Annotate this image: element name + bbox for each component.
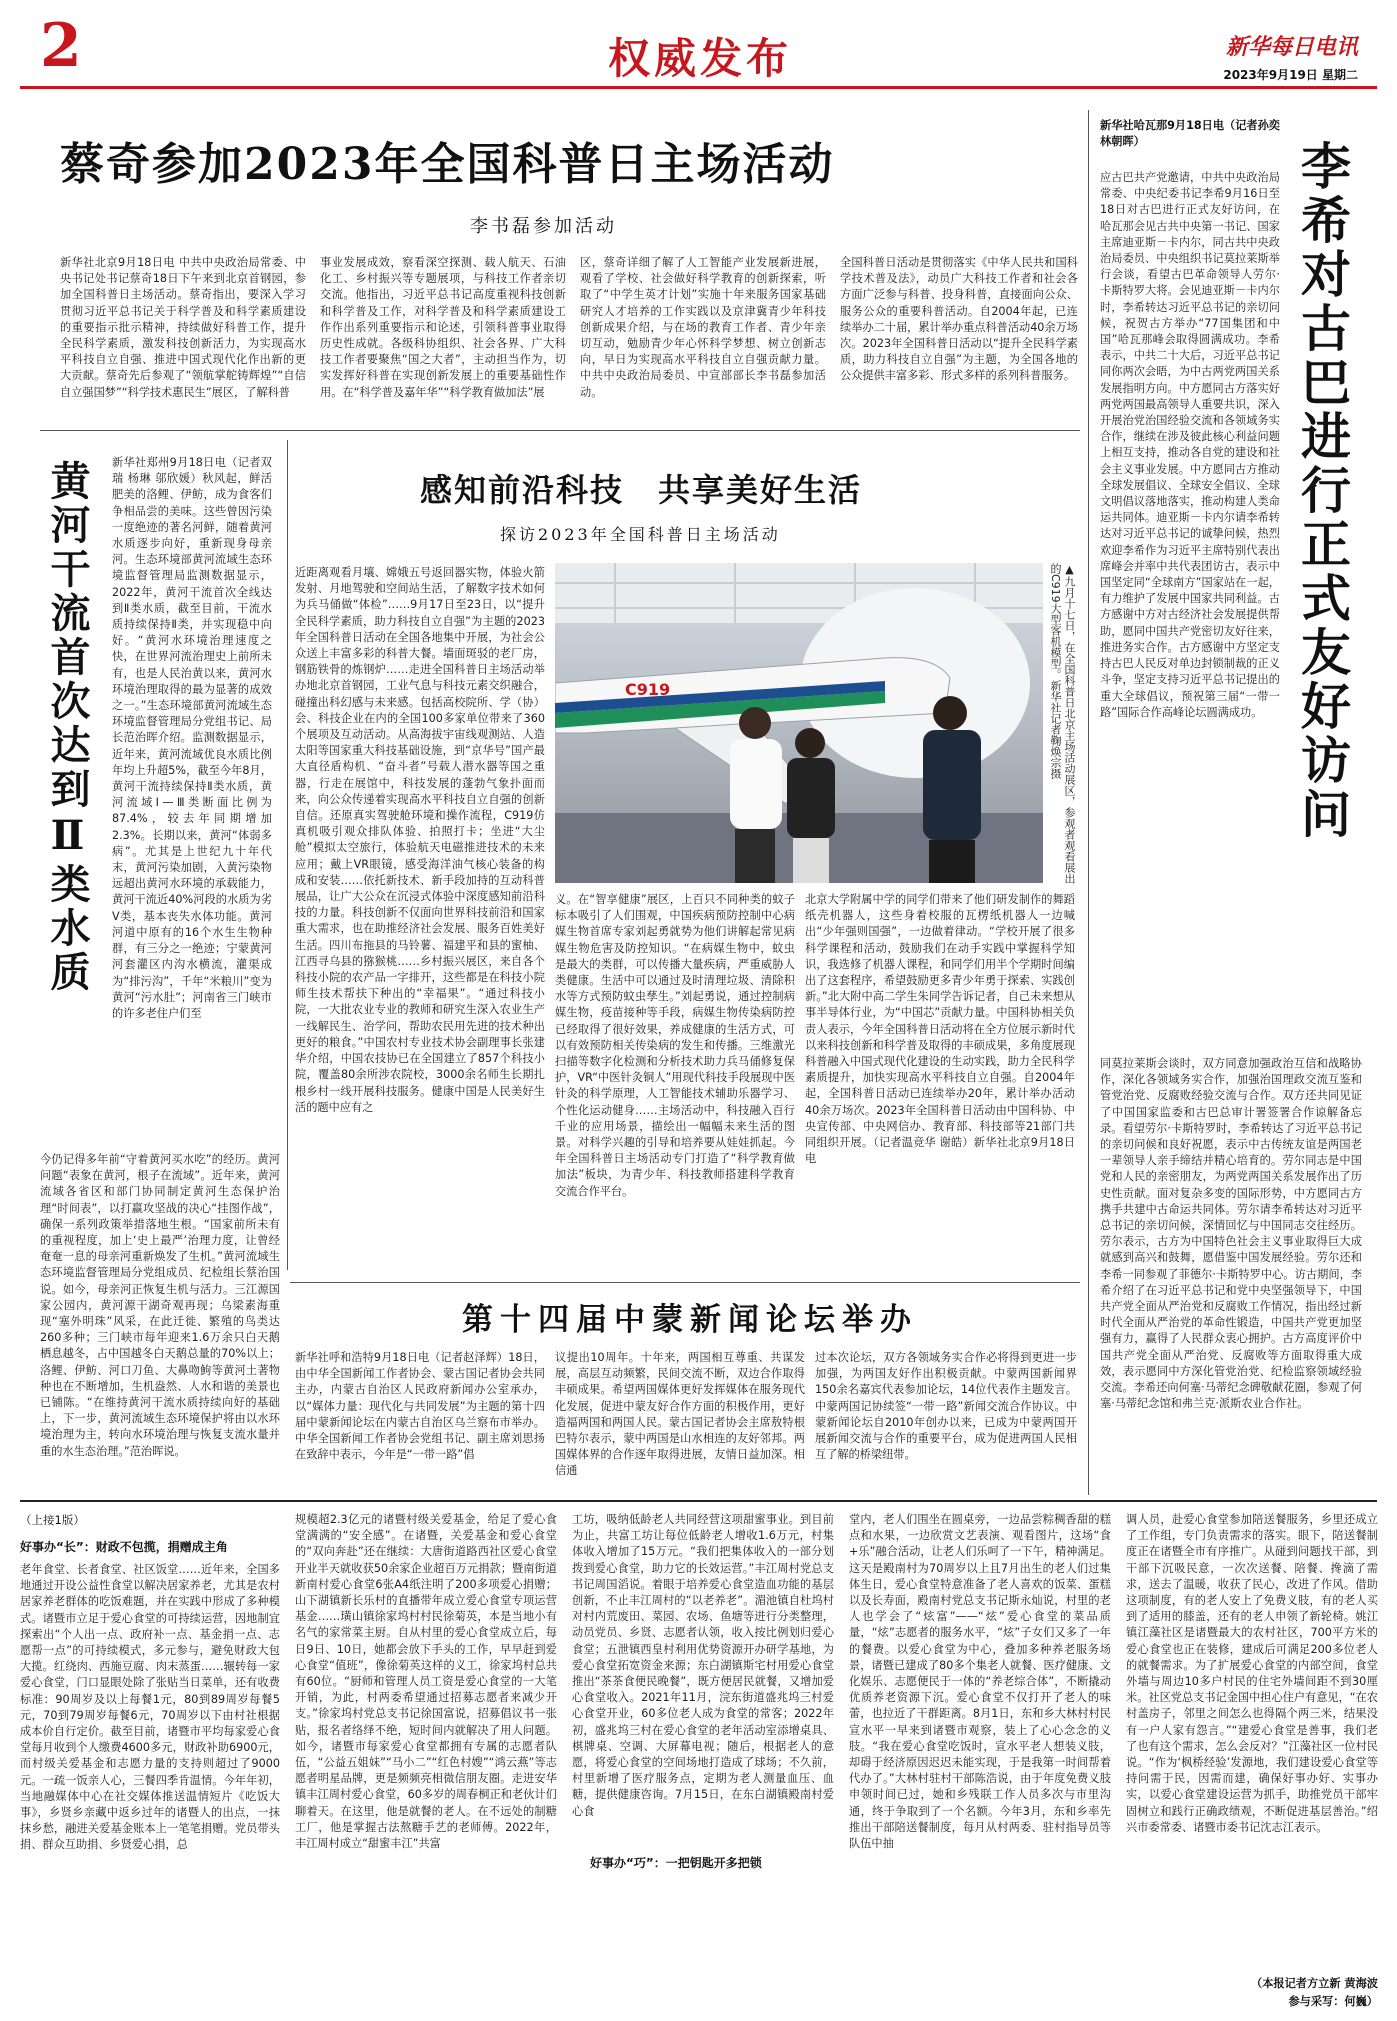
science-body-col-1: 近距离观看月壤、嫦娥五号返回器实物，体验火箭发射、月地驾驶和空间站生活，了解数字技术如何为兵马俑做“体检”……9月17日至23日，以“提升全民科学素质，助力科技自立自强”为主题的2023年全国科普日活动在全国各地集中开展，为社会公众送上丰富多彩的科普大餐。墙面斑驳的老厂房，钢筋铁骨的炼钢炉……走进全国科普日主场活动举办地北京首钢园，工业气息与科技元素交织融合，碰撞出科幻感与未来感。包括高校院所、学（协）会、科技企业在内的全国100多家单位带来了360个展项及互动活动。从高海拔宇宙线观测站、人造太阳等国家重大科技基础设施，到“京华号”国产最大直径盾构机、“奋斗者”号载人潜水器等国之重器，行走在展馆中，科技发展的蓬勃气象扑面而来，向公众传递着实现高水平科技自立自强的创新自信。还原真实驾驶舱环境和操作流程，C919仿真机吸引观众排队体验、拍照打卡；坐进“大尘舱”模拟太空旅行，体验航天电磁推进技术的未来应用；戴上VR眼镜，感受海洋油气核心装备的构成和安装……依托新技术、新手段加持的互动科普展品，让广大公众在沉浸式体验中深度感知前沿科技的力量。科技创新不仅面向世界科技前沿和国家重大需求，也在助推经济社会发展、服务百姓美好生活。四川布拖县的马铃薯、福建平和县的蜜柚、江西寻乌县的猕猴桃……乡村振兴展区，来自各个科技小院的农产品一字排开，这些都是在科技小院师生技术帮扶下种出的“幸福果”。“通过科技小院，一大批农业专业的教师和研究生深入农业生产一线解民生、治学问，帮助农民用先进的技术种出更好的粮食。”中国农村专业技术协会副理事长张建华介绍，中国农技协已在全国建立了857个科技小院，覆盖80余所涉农院校，3000余名师生长期扎根乡村一线开展科技服务。健康中国是人民美好生活的题中应有之 <box>295 566 545 1114</box>
section-title: 权威发布 <box>607 34 792 83</box>
header-rule <box>20 86 1377 89</box>
continued-col-2: 规模超2.3亿元的诸暨村级关爱基金，给足了爱心食堂满满的“安全感”。在诸暨，关爱基金和爱心食堂的“双向奔赴”还在继续：大唐街道路西社区爱心食堂开业半天就收获50余家企业超百万元捐款；暨南街道新南村爱心食堂6张A4纸注明了200多项爱心捐赠；山下湖镇新长乐村的直播带年成立爱心食堂专项运营基金……璜山镇徐家坞村村民徐菊英，本是当地小有名气的家常菜主厨。自从村里的爱心食堂成立后，每日9日、10日，她都会放下手头的工作，早早赶到爱心食堂“值班”，像徐菊英这样的义工，徐家坞村总共有60位。“厨师和管理人员工资是爱心食堂的一大笔开销，为此，村两委希望通过招募志愿者来减少开支。”徐家坞村党总支书记徐国富说，招募倡议书一张贴，报名者络绎不绝，短时间内就解决了用人问题。如今，诸暨市每家爱心食堂都拥有专属的志愿者队伍，“公益五姐妹”“马小二”“红色村嫂”“鸿云燕”等志愿者明星品牌，更是频频亮相微信朋友圈。走进安华镇丰江周村爱心食堂，60多岁的周春桐正和老伙计们聊着天。在这里，他是就餐的老人。在不远处的制糖工厂，他是掌握古法熬糖手艺的老师傅。2022年，丰江周村成立“甜蜜丰江”共富 <box>295 1513 557 1851</box>
photo-caption: ▲九月十七日，在全国科普日北京主场活动展区，参观者观看展出的C919大型客机模型。新华社记者鞠焕宗摄 <box>1049 563 1076 884</box>
c919-exhibit-photo <box>555 563 1043 883</box>
issue-date: 2023年9月19日 星期二 <box>1223 68 1358 82</box>
li-xi-body-col-2: 同莫拉莱斯会谈时，双方同意加强政治互信和战略协作，深化各领域务实合作，加强治国理政交流互鉴和管党治党、反腐败经验交流与合作。双方还共同见证了中国国家监委和古巴总审计署签署合作谅解备忘录。看望劳尔·卡斯特罗时，李希转达了习近平总书记的亲切问候和良好祝愿，表示中古传统友谊是两国老一辈领导人亲手缔结并精心培育的。劳尔同志是中国党和人民的亲密朋友，为两党两国关系发展作出了历史性贡献。面对复杂多变的国际形势，中方愿同古方携手共建中古命运共同体。劳尔请李希转达对习近平总书记的亲切问候，深情回忆与中国同志交往经历。劳尔表示，古方为中国特色社会主义事业取得巨大成就感到高兴和鼓舞，愿借鉴中国发展经验。劳尔还和李希一同参观了菲德尔·卡斯特罗中心。访古期间，李希介绍了在习近平总书记和党中央坚强领导下，中国共产党全面从严治党和反腐败工作情况，指出经过新时代全面从严治党的革命性锻造，中国共产党更加坚强有力，赢得了人民群众衷心拥护。古方高度评价中国共产党全面从严治党、反腐败等方面取得重大成效，表示愿同中方深化管党治党、纪检监察领域经验交流。李希还向何塞·马蒂纪念碑敬献花圈，参观了何塞·马蒂纪念馆和弗兰克·派斯农业合作社。 <box>1100 1057 1362 1411</box>
continued-byline-2: 参与采写：何巍） <box>1288 1995 1378 2008</box>
continued-byline-1: （本报记者方立新 黄海波 <box>1251 1977 1378 1990</box>
main-body-col-4: 全国科普日活动是贯彻落实《中华人民共和国科学技术普及法》，动员广大科技工作者和社会各方面广泛参与科普、投身科普，直接面向公众、服务公众的重要科普活动。自2004年起，已连续举办二十届，累计举办重点科普活动40余万场次。2023年全国科普日活动以“提升全民科学素质，助力科技自立自强”为主题，为全国各地的公众提供丰富多彩、形式多样的系列科普服务。 <box>840 256 1078 383</box>
forum-body-col-2: 议提出10周年。十年来，两国相互尊重、共谋发展，高层互动频繁，民间交流不断，双边合作取得丰硕成果。希望两国媒体更好发挥媒体在服务现代化发展，促进中蒙友好合作方面的积极作用，更好造福两国和两国人民。蒙古国记者协会主席敖特根巴特尔表示，蒙中两国是山水相连的友好邻邦。两国媒体界的合作逐年取得进展，友情日益加深。相信通 <box>555 1351 805 1478</box>
forum-headline: 第十四届中蒙新闻论坛举办 <box>462 1302 918 1338</box>
continued-col-3a: 工坊，吸纳低龄老人共同经营这项甜蜜事业。到目前为止，共富工坊让每位低龄老人增收1.6万元，村集体收入增加了15万元。“我们把集体收入的一部分划拨到爱心食堂，助力它的长效运营。”丰江周村党总支书记周国滔说。着眼于培养爱心食堂造血功能的基层创新，不止丰江周村的“以老养老”。湄池镇自杜坞村对村内荒废田、菜园、农场、鱼塘等进行分类整理，动员党员、乡贤、志愿者认领，收入按比例划归爱心食堂；五泄镇西皇村利用优势资源开办研学基地，为爱心食堂拓宽资金来源；东白湖镇斯宅村用爱心食堂推出“茶茶食便民晚餐”，既方便居民就餐，又增加爱心食堂收入。2021年11月，浣东街道盛兆坞三村爱心食堂开业，60多位老人成为食堂的常客；2022年初，盛兆坞三村在爱心食堂的老年活动室添增桌具、棋牌桌、空调、大屏幕电视；随后，根据老人的意愿，将爱心食堂的空间场地打造成了球场；不久前，村里新增了医疗服务点，定期为老人测量血压、血糖，提供健康咨询。7月15日，在东白湖镇殿南村爱心食 <box>572 1513 834 1818</box>
continued-subhead-2: 好事办“巧”：一把钥匙开多把锁 <box>590 1850 830 1875</box>
continued-subhead-1: 好事办“长”：财政不包揽，捐赠成主角 <box>20 1540 228 1554</box>
main-subheadline: 李书磊参加活动 <box>470 216 617 237</box>
child-figure-right <box>787 728 835 883</box>
yellow-river-narrow-col: 新华社郑州9月18日电（记者双瑞 杨琳 邬欣媛）秋风起，鲜活肥美的洛鲤、伊鲂，成为食客们争相品尝的美味。这些曾因污染一度绝迹的著名河鲜，随着黄河水质逐步向好，重新现身母亲河。生态环境部黄河流域生态环境监督管理局监测数据显示，2022年，黄河干流首次全线达到Ⅱ类水质，截至目前，干流水质持续保持Ⅱ类，并实现稳中向好。“黄河水环境治理速度之快，在世界河流治理史上前所未有，也是人民治黄以来，黄河水环境治理取得的最为显著的成效之一。”生态环境部黄河流域生态环境监督管理局分党组书记、局长范治晖介绍。监测数据显示，近年来，黄河流域优良水质比例年均上升超5%，截至今年8月，黄河干流持续保持Ⅱ类水质，黄河流域Ⅰ—Ⅲ类断面比例为87.4%，较去年同期增加2.3%。长期以来，黄河“体弱多病”。尤其是上世纪九十年代末，黄河污染加剧，入黄污染物远超出黄河水环境的承载能力，黄河干流近40%河段的水质为劣Ⅴ类，基本丧失水体功能。黄河河道中原有的16个水生生物种群，有三分之一绝迹；宁蒙黄河河套灌区内沟水横流，灌渠成为“排污沟”，千年“米粮川”变为黄河“污水肚”；河南省三门峡市的许多老住户们至 <box>112 456 272 1020</box>
li-xi-dateline: 新华社哈瓦那9月18日电（记者孙奕 林朝晖） <box>1100 119 1280 149</box>
forum-body-col-1: 新华社呼和浩特9月18日电（记者赵泽辉）18日，由中华全国新闻工作者协会、蒙古国记者协会共同主办，内蒙古自治区人民政府新闻办公室承办，以“媒体力量：现代化与共同发展”为主题的第十四届中蒙新闻论坛在内蒙古自治区乌兰察布市举办。中华全国新闻工作者协会党组书记、副主席刘思扬在致辞中表示，今年是“一带一路”倡 <box>295 1351 545 1462</box>
science-body-col-3: 北京大学附属中学的同学们带来了他们研发制作的舞蹈纸壳机器人，这些身着校服的瓦楞纸机器人一边喊出“少年强则国强”，一边做着律动。“学校开展了很多科学课程和活动，鼓励我们在动手实践中掌握科学知识，我选修了机器人课程，和同学们用半个学期时间编出了这套程序，希望鼓励更多青少年勇于探索、实践创新。”北大附中高二学生朱同学告诉记者，自己未来想从事半导体行业，为“中国芯”贡献力量。中国科协相关负责人表示，今年全国科普日活动将在全方位展示新时代以来科技创新和科学普及取得的丰硕成果，多角度展现科普融入中国式现代化建设的生动实践，助力全民科学素质提升，加快实现高水平科技自立自强。自2004年起，全国科普日活动已连续举办20年，累计举办活动40余万场次。2023年全国科普日活动由中国科协、中央宣传部、中央网信办、教育部、科技部等21部门共同组织开展。（记者温竞华 谢皓）新华社北京9月18日电 <box>805 893 1075 1166</box>
main-body-col-3: 区，蔡奇详细了解了人工智能产业发展新进展，观看了学校、社会做好科学教育的创新探索，听取了“中学生英才计划”实施十年来服务国家基础研究人才培养的工作实践以及京津冀青少年科技创新成果介绍，与在场的教育工作者、青少年亲切互动，勉励青少年心怀科学梦想、树立创新志向，早日为实现高水平科技自立自强贡献力量。中共中央政治局委员、中宣部部长李书磊参加活动。 <box>580 256 826 399</box>
bottom-section-rule <box>20 1500 1377 1502</box>
continued-col-5: 调人员，赴爱心食堂参加陪送餐服务，乡里还成立了工作组，专门负责需求的落实。眼下，陪送餐制度正在诸暨全市有序推广。从碰到问题找干部，到干部下沉吸民意，一次次送餐、陪餐、搀滴了需求，送去了温暖，收获了民心，改进了作风。借助这项制度，有的老人安上了免费义肢，有的老人买到了适用的膝盖，还有的老人申领了新轮椅。姚江镇江藻社区是诸暨最大的农村社区，700平方米的爱心食堂也正在装修，建成后可满足200多位老人的就餐需求。为了扩展爱心食堂的内部空间，食堂外墙与周边10多户村民的住宅外墙间距不到30厘米。社区党总支书记金国中担心住户有意见，“在农村盖房子，邻里之间怎么也得隔个两三米，结果没有一户人家有怨言。”“建爱心食堂是善事，我们老了也有这个需求，怎么会反对？”江藻社区一位村民说。“作为‘枫桥经验’发源地，我们建设爱心食堂等持问需于民，因需而建，确保好事办好、实事办实，以爱心食堂建设运营为抓手，助推党员干部牢固树立和践行正确政绩观，不断促进基层善治。”绍兴市委常委、诸暨市委书记沈志江表示。 <box>1126 1513 1378 1834</box>
continued-col-4: 堂内，老人们围坐在圆桌旁，一边品尝粽稠香甜的糕点和水果，一边欣赏文艺表演、观看图片，这场“食+乐”融合活动，让老人们乐呵了一下午，精神满足。这天是殿南村为70周岁以上且7月出生的老人们过集体生日，爱心食堂特意准备了老人喜欢的饭菜、蛋糕以及长寿面，殿南村党总支书记斯永灿说，村里的老人也学会了“炫富”——“炫”爱心食堂的菜品质量，“炫”志愿者的服务水平，“炫”子女们又多了一年的餐费。以爱心食堂为中心，叠加多种养老服务场景，诸暨已建成了80多个集老人就餐、医疗健康、文化娱乐、志愿便民于一体的“养老综合体”，不断撬动优质养老资源下沉。爱心食堂不仅打开了老人的味蕾，也拉近了干群距离。8月1日，东和乡大林村村民宣水平一早来到诸暨市观察，装上了心心念念的义肢。“我在爱心食堂吃饭时，宣水平老人想装义肢，却碍于经济原因迟迟未能实现，于是我第一时间帮着代办了。”大林村驻村干部陈浩说，由于年度免费义肢申领时间已过，她和乡残联工作人员多次与市里沟通，终于争取到了一个名额。今年3月，东和乡率先推出干部陪送餐制度，每月从村两委、驻村指导员等队伍中抽 <box>849 1513 1111 1851</box>
li-xi-body-col-1: 应古巴共产党邀请，中共中央政治局常委、中央纪委书记李希9月16日至18日对古巴进行正式友好访问，在哈瓦那会见古共中央第一书记、国家主席迪亚斯－卡内尔，同古共中央政治局委员、中央组织书记莫拉莱斯举行会谈，看望古巴革命领导人劳尔·卡斯特罗大将。会见迪亚斯－卡内尔时，李希转达习近平总书记的亲切问候，祝贺古方举办“77国集团和中国”哈瓦那峰会取得圆满成功。李希表示，中共二十大后，习近平总书记同你两次会晤，为中古两党两国关系发展指明方向。中方愿同古方落实好两党两国最高领导人重要共识，深入开展治党治国经验交流和各领域务实合作，继续在涉及彼此核心利益问题上相互支持，推动各自党的建设和社会主义事业发展。中方愿同古方推动全球发展倡议、全球安全倡议、全球文明倡议落地落实，推动构建人类命运共同体。迪亚斯－卡内尔请李希转达对习近平总书记的诚挚问候，热烈欢迎李希作为习近平主席特别代表出席峰会并率中共代表团访古，表示中国坚定同“全球南方”国家站在一起，有力维护了发展中国家共同利益。古方感谢中方对古经济社会发展提供帮助，愿同中国共产党密切友好往来，推进务实合作。古方感谢中方坚定支持古巴人民反对单边封锁制裁的正义斗争，坚定支持习近平总书记提出的重大全球倡议，预祝第三届“一带一路”国际合作高峰论坛圆满成功。 <box>1100 171 1280 719</box>
yellow-river-wide-col: 今仍记得多年前“守着黄河买水吃”的经历。黄河问题“表象在黄河，根子在流域”。近年来，黄河流域各省区和部门协同制定黄河生态保护治理“时间表”，以打赢攻坚战的决心“挂图作战”，确保一系列政策举措落地生根。“国家前所未有的重视程度，加上‘史上最严’治理力度，让曾经奄奄一息的母亲河重新焕发了生机。”黄河流域生态环境监督管理局分党组成员、纪检组长蔡治国说。如今，母亲河正恢复生机与活力。三江源国家公园内，黄河源干湖奇观再现；乌梁素海重现“塞外明珠”风采，在此迁徙、繁殖的鸟类达260多种；三门峡市每年迎来1.6万余只白天鹅栖息越冬，占中国越冬白天鹅总量的70%以上；洛鲤、伊鲂、河口刀鱼、大鼻吻鮈等黄河土著物种也在不断增加，生机盎然、人水和谐的美景也已铺陈。“在维持黄河干流水质持续向好的基础上，下一步，黄河流域生态环境保护将由以水环境治理为主，转向水环境治理与恢复支流水量并重的水生态治理。”范治晖说。 <box>40 1153 280 1458</box>
page-number: 2 <box>40 11 82 81</box>
li-xi-headline: 李希对古巴进行正式友好访问 <box>1293 140 1352 842</box>
forum-body-col-3: 过本次论坛，双方各领域务实合作必将得到更进一步加强，为两国友好作出积极贡献。中蒙两国新闻界150余名嘉宾代表参加论坛，14位代表作主题发言。中蒙两国记协续签“一带一路”新闻交流合作协议。中蒙新闻论坛自2010年创办以来，已成为中蒙两国开展新闻交流与合作的重要平台，成为促进两国人民相互了解的桥梁纽带。 <box>815 1351 1077 1462</box>
science-subheadline: 探访2023年全国科普日主场活动 <box>500 525 781 544</box>
continued-col-1: 老年食堂、长者食堂、社区饭堂……近年来，全国多地通过开设公益性食堂以解决居家养老，尤其是农村居家养老群体的吃饭难题，并在实践中形成了多种模式。诸暨市立足于爱心食堂的可持续运营，因地制宜探索出“个人出一点、政府补一点、基金捐一点、志愿帮一点”的可持续模式，多元参与，避免财政大包大揽。红绕肉、西施豆腐、肉末蒸蛋……辗转每一家爱心食堂，门口显眼处除了张贴当日菜单，还有收费标准：90周岁及以上每餐1元，80到89周岁每餐5元，70到79周岁每餐6元，70周岁以下由村社根据成本价自行定价。截至目前，诸暨市平均每家爱心食堂每月收到个人缴费4600多元，财政补助6900元，而村级关爱基金和志愿力量的支持则超过了9000元。一疏一饭亲人心，三餐四季肯温情。今年年初，当地融媒体中心在社交媒体推送温情短片《吃饭大事》，乡贤乡亲藏中返乡过年的诸暨人的出点，一抹抹乡愁，融进关爱基金账本上一笔笔捐赠。党员带头捐、群众互助捐、乡贤爱心捐，总 <box>20 1563 280 1852</box>
continued-label: （上接1版） <box>20 1513 85 1527</box>
section-rule-1 <box>40 430 1080 431</box>
science-headline: 感知前沿科技 共享美好生活 <box>420 471 863 509</box>
masthead-logo: 新华每日电讯 <box>1225 34 1358 60</box>
vertical-divider-2 <box>287 440 288 1270</box>
science-body-col-2: 义。在“智享健康”展区，上百只不同种类的蚊子标本吸引了人们围观，中国疾病预防控制中心病媒生物首席专家刘起勇就势为他们讲解起常见病媒生物危害及防控知识。“在病媒生物中，蚊虫是最大的类群，可以传播大量疾病，严重威胁人类健康。生活中可以通过及时清理垃圾、清除积水等方式预防蚊虫孳生。”刘起勇说，通过控制病媒生物，疫苗接种等手段，病媒生物传染病防控已经取得了很好效果，养成健康的生活方式，可以有效预防相关传染病的发生和传播。三维激光扫描等数字化检测和分析技术助力兵马俑修复保护，VR“中医针灸铜人”用现代科技手段展现中医针灸的科学原理，人工智能技术辅助乐器学习、个性化运动健身……主场活动中，科技融入百行千业的应用场景，描绘出一幅幅未来生活的图景。对科学兴趣的引导和培养要从娃娃抓起。今年全国科普日主场活动专门打造了“科学教育做加法”板块，为青少年、科技教师搭建科学教育交流合作平台。 <box>555 893 795 1198</box>
main-headline: 蔡奇参加2023年全国科普日主场活动 <box>60 139 835 190</box>
c919-label: C919 <box>625 680 671 699</box>
main-body-col-1: 新华社北京9月18日电 中共中央政治局常委、中央书记处书记蔡奇18日下午来到北京首钢园，参加全国科普日主场活动。蔡奇指出，要深入学习贯彻习近平总书记关于科学普及和科学素质建设的重要指示批示精神，持续做好科普工作，提升全民科学素质，激发科技创新活力，为实现高水平科技自立自强、推进中国式现代化作出新的更大贡献。蔡奇先后参观了“领航掌舵铸辉煌”“自信自立强国梦”“科学技术惠民生”展区，了解科普 <box>60 256 306 399</box>
vertical-divider <box>1088 110 1089 1495</box>
section-rule-2 <box>290 1282 1080 1283</box>
main-body-col-2: 事业发展成效，察看深空探测、载人航天、石油化工、乡村振兴等专题展项，与科技工作者亲切交流。他指出，习近平总书记高度重视科技创新和科学普及工作，对科学普及和科学素质建设工作作出系列重要指示和论述，引领科普事业取得历史性成就。各级科协组织、社会各界、广大科技工作者要聚焦“国之大者”，主动担当作为，切实发挥好科普在实现创新发展上的重要基础性作用。在“科学普及嘉年华”“科学教育做加法”展 <box>320 256 566 399</box>
yellow-river-headline: 黄河干流首次达到Ⅱ类水质 <box>44 460 91 995</box>
photo-illustration <box>555 563 1043 883</box>
